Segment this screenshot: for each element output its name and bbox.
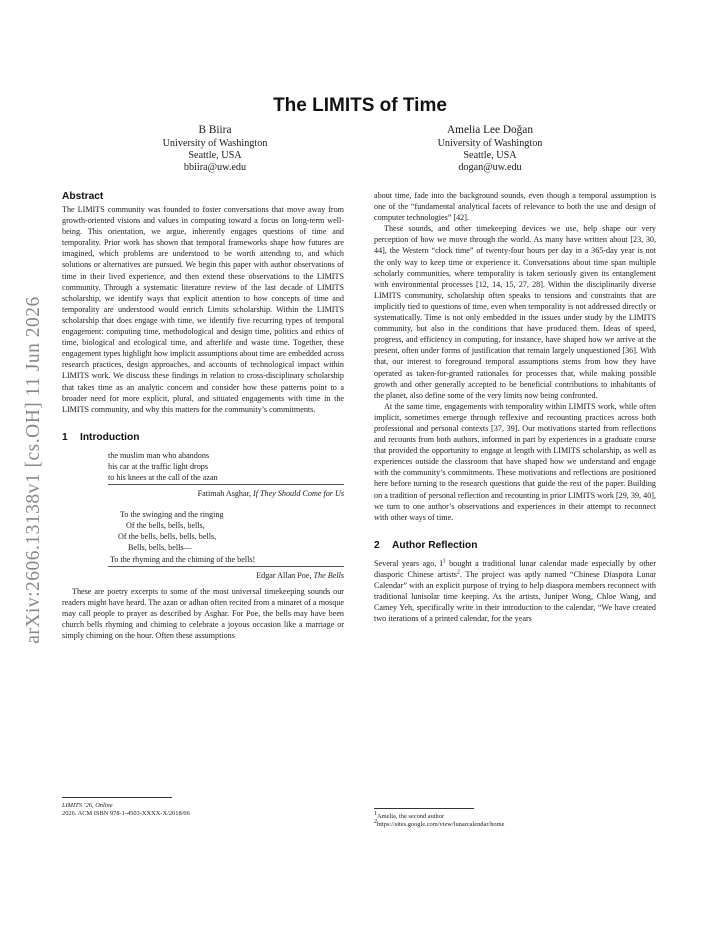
poem-line: the muslim man who abandons	[108, 450, 210, 460]
poem-line: his car at the traffic light drops	[108, 461, 209, 471]
footnote-2	[374, 821, 656, 829]
epigraph-poem-2	[62, 509, 344, 564]
footnote-ref-2[interactable]: 2	[456, 569, 460, 576]
text-run: bought a traditional lunar calendar made especially by other diasporic Chinese artists	[374, 558, 656, 579]
footnote-rule	[374, 808, 474, 809]
author-location: Seattle, USA	[463, 149, 517, 161]
venue-name: LIMITS ’26, Online	[62, 802, 113, 809]
left-column	[62, 190, 344, 641]
author-email[interactable]: dogan@uw.edu	[458, 162, 522, 174]
poem-line: Bells, bells, bells—	[128, 543, 192, 553]
footer-rule	[62, 797, 172, 798]
intro-paragraph-3: At the same time, engagements with temporality within LIMITS work, while often implicit, sometimes emerge through reflexive and recounting practices across both professional and personal contexts [37, 39]. Our motivations started from reflections and recounts from both authors, informed in part by experiences in a graduate course that provided the opportunity to engage at length with LIMITS scholarship, as well as experiences outside the classroom that have shaped how we understand and engage with the community’s commitments. These motivations and reflections are positioned here before turning to the research questions that guide the rest of the paper. Building on a tradition of personal reflection and recounting in prior LIMITS work [29, 39, 40], we turn to one author’s observations and experiences in their attempt to reconnect with other ways of time.	[374, 401, 656, 522]
author-block-1	[75, 124, 355, 175]
author-location: Seattle, USA	[188, 149, 242, 161]
abstract-text: The LIMITS community was founded to foster conversations that move away from growth-oriented visions and values in computing toward a focus on long-term well-being. This orientation, we argue, inherently engages questions of time and temporality. Prior work has shown that temporal frameworks shape how futures are imagined, which problems are understood to be worth attending to, and which solutions or alternatives are pursued. We begin this paper with author observations of time in their lived experience, and then extend these observations to the LIMITS community. Through a systematic literature review of the last decade of LIMITS scholarship, we identify ways that explicit attention to how concepts of time and temporality are understood would enrich Limits scholarship. Within the LIMITS scholarship that does engage with time, we identify five recurring types of temporal engagement: computing time, methodological and design time, politics and ethics of time, biological and ecological time, and afterlife and waste time. Together, these engagement types highlight how implicit assumptions about time are embedded across research practices, design approaches, and accounts of technological impact within LIMITS work. We discuss these findings in relation to cross-disciplinary scholarship that takes time as an analytic concern and consider how these patterns point to a broader need for more explicit, plural, and situated engagements with time in the LIMITS community, and why this matters for the community’s commitments.	[62, 205, 344, 414]
attribution-work: If They Should Come for Us	[253, 489, 344, 499]
author-affiliation: University of Washington	[162, 137, 268, 149]
footnotes	[374, 808, 656, 830]
footnote-mark: 2	[374, 819, 377, 826]
text-run: Several years ago, I	[374, 558, 443, 568]
right-column	[374, 190, 656, 624]
text-run: . The project was aptly named “Chinese Diaspora Lunar Calendar” with an explicit purpose of trying to help diaspora members reconnect with traditional lunisolar time keeping. As the artists, Juniper Wong, Chloe Wang, and Camey Yeh, specifically write in their introduction to the calendar, “We have created two iterations of a printed calendar, for the years	[374, 569, 656, 624]
author-email[interactable]: bbiira@uw.edu	[183, 162, 247, 174]
author-block-2	[350, 124, 630, 175]
epigraph-rule	[108, 566, 344, 567]
poem-line: to his knees at the call of the azan	[108, 472, 218, 482]
paper-title: The LIMITS of Time	[273, 95, 447, 116]
abstract-heading: Abstract	[62, 191, 104, 202]
footnote-text: Amelia, the second author	[377, 813, 445, 820]
section-number: 2	[374, 539, 380, 551]
attribution-author: Edgar Allan Poe,	[256, 570, 314, 580]
poem-line: Of the bells, bells, bells,	[126, 521, 205, 531]
footnote-link[interactable]: https://sites.google.com/view/lunarcalendar/home	[377, 821, 505, 829]
poem-line: To the rhyming and the chiming of the bells!	[110, 554, 256, 564]
author-name: Amelia Lee Doğan	[447, 124, 533, 136]
epigraph-poem-1	[62, 450, 344, 483]
section-title: Introduction	[80, 431, 140, 443]
footnote-mark: 1	[374, 810, 377, 817]
attribution-work: The Bells	[313, 570, 344, 580]
intro-paragraph-2: These sounds, and other timekeeping devices we use, help shape our very perception of how we move through the world. As many have written about [23, 30, 44], the Western “clock time” of twenty-four hours per day in a 365-day year is not the only way to keep time or experience it. Conversations about time span multiple scholarly communities, where temporality is taken seriously given its entanglement with environmental processes [12, 14, 15, 27, 28]. Within the disciplinarily diverse LIMITS community, scholarship often speaks to tensions and constraints that are implicitly tied to questions of time, even when temporality is not addressed directly or systematically. Time is not only embedded in the issues under study by the LIMITS community, but also in the conditions that have produced them. Ideas of speed, progress, and efficiency in computing, for instance, have shaped how we arrive at the present, often under forms of justification that remain largely unquestioned [36]. With that, our interest to foreground temporal assumptions stems from how they have operated as taken-for-granted rationales for processes that, while making possible growth and other generally accepted to be beneficial contributions to inhabitants of the planet, also define some of the very limits now being confronted.	[374, 224, 656, 400]
intro-paragraph-1: These are poetry excerpts to some of the most universal timekeeping sounds our readers might have heard. The azan or adhan often recited from a minaret of a mosque may call people to prayer as described by Asghar. For Poe, the bells may have been church bells rhyming and chiming to celebrate a joyous occasion like a marriage or simply chiming on the hour. Often these assumptions	[62, 586, 344, 641]
section-heading-introduction	[62, 431, 344, 444]
poem-line: Of the bells, bells, bells, bells,	[118, 532, 217, 542]
isbn-line: 2026. ACM ISBN 978-1-4503-XXXX-X/2018/06	[62, 810, 190, 818]
poem-line: To the swinging and the ringing	[120, 510, 224, 520]
section-number: 1	[62, 431, 68, 443]
attribution-author: Fatimah Asghar,	[197, 489, 254, 499]
arxiv-id[interactable]: arXiv:2606.13138v1 [cs.OH] 11 Jun 2026	[23, 296, 44, 644]
section-heading-author-reflection	[374, 539, 656, 552]
venue-footer	[62, 797, 344, 819]
epigraph-attribution-2	[62, 570, 344, 581]
epigraph-attribution-1	[62, 488, 344, 499]
section-title: Author Reflection	[392, 539, 478, 551]
intro-paragraph-1-continued: about time, fade into the background sounds, even though a temporal assumption is one of the “fundamental analytical facets of relevance to both the use and design of computer technologies” [42].	[374, 191, 656, 223]
epigraph-rule	[108, 484, 344, 485]
reflection-paragraph	[374, 558, 656, 625]
footnote-ref-1[interactable]: 1	[442, 558, 446, 565]
author-name: B Biira	[198, 124, 232, 136]
author-affiliation: University of Washington	[437, 137, 543, 149]
